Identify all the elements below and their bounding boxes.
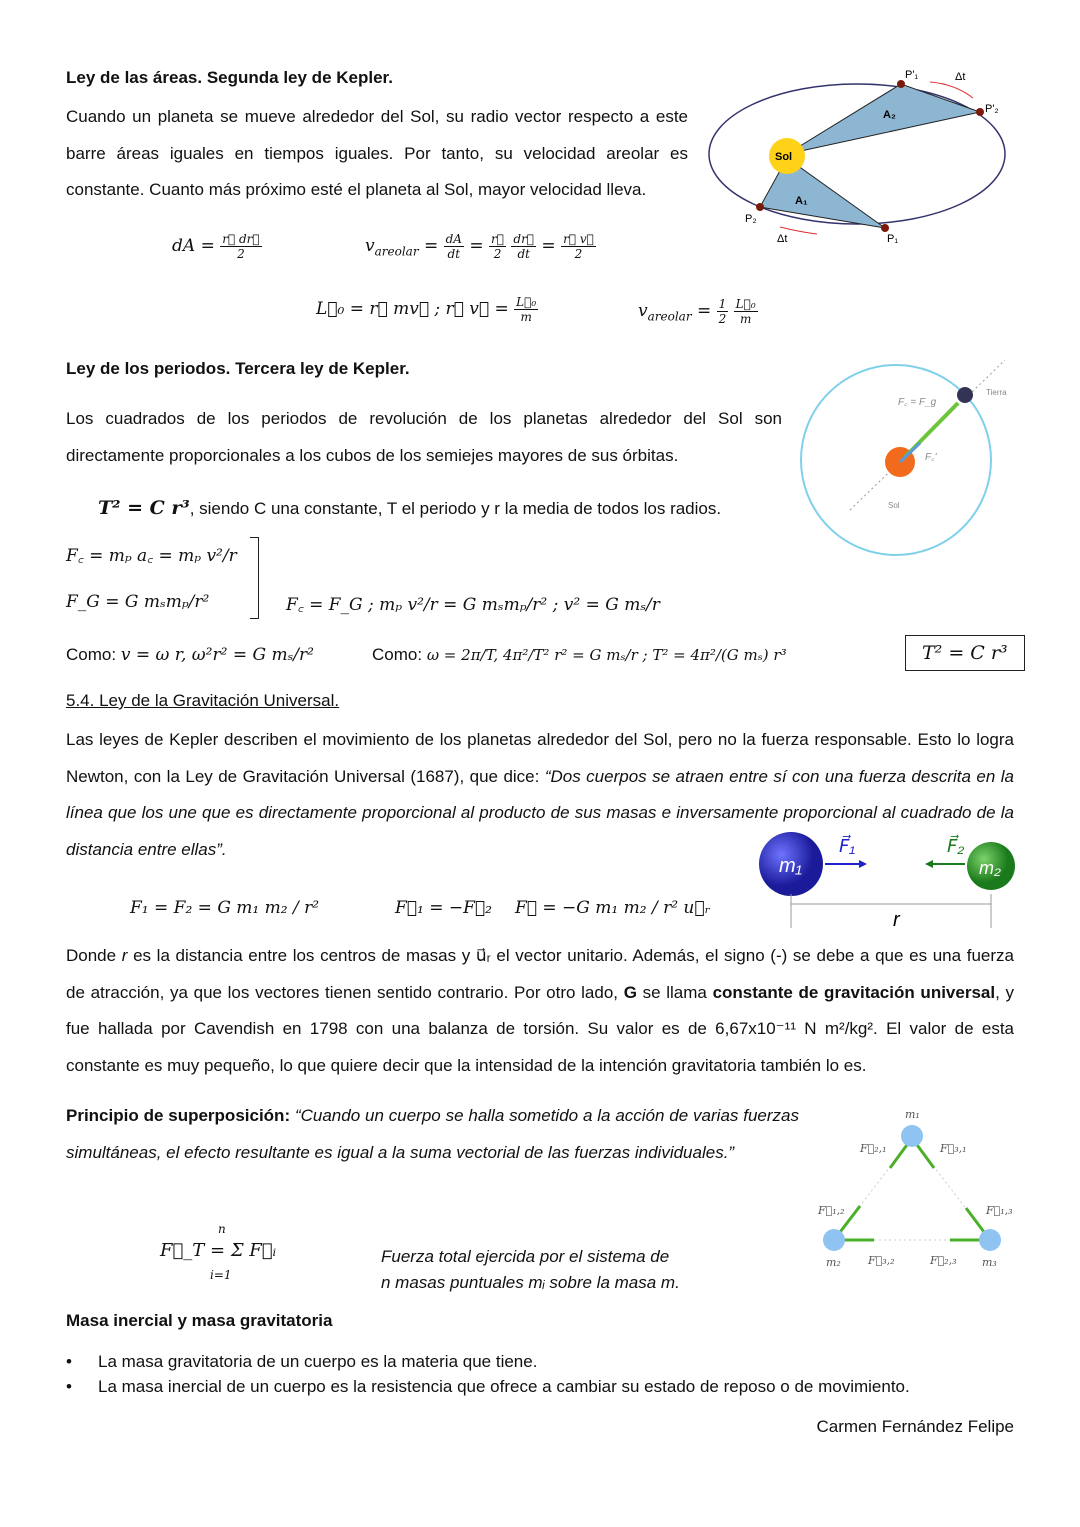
m1-label: m₁ — [905, 1108, 920, 1121]
como-line-2: Como: ω = 2π/T, 4π²/T² r² = G mₛ/r ; T² = 4π²/(G mₛ) r³ — [372, 645, 787, 664]
sun-label: Sol — [775, 151, 793, 163]
p-prime1-label: P'₁ — [905, 69, 919, 81]
formula-v-areolar: $v_{areolar}$ = $\frac{dA}{dt}$ = $\frac{r⃗}{2}$ $\frac{dr⃗}{dt}$ = $\frac{r⃗ v⃗}{2}$ — [365, 232, 594, 261]
f13-label: F⃗₁,₃ — [986, 1204, 1013, 1217]
formula-fg: F_G = G mₛmₚ/r² — [66, 592, 210, 612]
a1-label: A₁ — [795, 195, 808, 207]
kepler2-paragraph: Cuando un planeta se mueve alrededor del Sol, su radio vector respecto a este barre áreas iguales en tiempos iguales. Por tanto, su velocidad areolar es constante. Cuanto más próximo esté el planeta al Sol, mayor velocidad lleva. — [66, 107, 688, 199]
formula-total-force — [160, 1222, 277, 1282]
heading-kepler2: Ley de las áreas. Segunda ley de Kepler. — [66, 68, 393, 87]
total-force-formula: F⃗_T = Σ F⃗ᵢ — [160, 1240, 277, 1261]
mass-list — [0, 1349, 1040, 1399]
kepler3-paragraph: Los cuadrados de los periodos de revolución de los planetas alrededor del Sol son directamente proporcionales a los cubos de los semiejes mayores de sus órbitas. — [66, 409, 782, 465]
formula-action-reaction: F⃗₁ = −F⃗₂ — [395, 898, 492, 918]
superposition-paragraph: Principio de superposición: “Cuando un cuerpo se halla sometido a la acción de varias fuerzas simultáneas, el efecto resultante es igual a la suma vectorial de las fuerzas individuales.” — [66, 1106, 799, 1162]
p-prime2-label: P'₂ — [985, 103, 999, 115]
brace — [250, 537, 259, 619]
formula-dA: dA = $\frac{r⃗ dr⃗}{2}$ — [172, 232, 260, 261]
earth — [957, 387, 973, 403]
f12-label: F⃗₁,₂ — [818, 1204, 845, 1217]
m2-label: m₂ — [979, 858, 1001, 878]
list-item: • La masa inercial de un cuerpo es la resistencia que ofrece a cambiar su estado de reposo o de movimiento. — [0, 1374, 1040, 1399]
r-label: r — [893, 909, 900, 931]
kepler3-law-line — [98, 497, 721, 519]
formula-equality: F꜀ = F_G ; mₚ v²/r = G mₛmₚ/r² ; v² = G mₛ/r — [286, 595, 660, 615]
gravitation-constant-paragraph: Donde r es la distancia entre los centros de masas y u⃗ᵣ el vector unitario. Además, el signo (-) se debe a que es una fuerza de atracción, ya que los vectores tienen sentido contrario. Por otro lado, G se llama constante de gravitación universal, y fue hallada por Cavendish en 1798 con una balanza de torsión. Su valor es de 6,67x10⁻¹¹ N m²/kg². El valor de esta constante es muy pequeño, lo que quiere decir que la intensidad de la intención gravitatoria también lo es. — [66, 946, 1014, 1075]
list-item: • La masa gravitatoria de un cuerpo es la materia que tiene. — [0, 1349, 1040, 1374]
dt-label-bottom: Δt — [777, 233, 788, 245]
author: Carmen Fernández Felipe — [816, 1417, 1014, 1436]
m1-label: m₁ — [779, 855, 802, 877]
boxed-formula: T² = C r³ — [905, 635, 1025, 671]
p1-label: P₁ — [887, 233, 899, 245]
f21-label: F⃗₂,₁ — [860, 1142, 887, 1155]
formula-angular-momentum: L⃗₀ = r⃗ mv⃗ ; r⃗ v⃗ = $\frac{\text{L⃗₀}}{m}$ — [316, 295, 537, 324]
fc-label: F꜀' — [925, 452, 937, 463]
gravitation-paragraph: Las leyes de Kepler describen el movimiento de los planetas alrededor del Sol, pero no la fuerza responsable. Esto lo logra Newton, con la Ley de Gravitación Universal (1687), que dice: “Dos cuerpos se atraen entre sí con una fuerza descrita en la línea que los une que es directamente proporcional al producto de sus masas e inversamente proporcional al cuadrado de la distancia entre ellas”. — [66, 730, 1014, 859]
two-masses-diagram — [755, 828, 1020, 933]
a2-label: A₂ — [883, 109, 896, 121]
superposition-description: Fuerza total ejercida por el sistema de n masas puntuales mᵢ sobre la masa m. — [381, 1247, 680, 1292]
kepler-areas-diagram — [705, 62, 1025, 252]
force-label: F꜀ = F_g — [898, 397, 937, 408]
f32-label: F⃗₃,₂ — [868, 1254, 895, 1267]
m3-label: m₃ — [982, 1256, 997, 1269]
orbit-force-diagram — [800, 355, 1015, 560]
f31-label: F⃗₃,₁ — [940, 1142, 967, 1155]
m2-label: m₂ — [826, 1256, 841, 1269]
sum-lower-limit: i=1 — [210, 1268, 232, 1282]
law-formula: T² = C r³ — [98, 497, 190, 519]
earth-label: Tierra — [986, 388, 1007, 397]
heading-kepler3: Ley de los periodos. Tercera ley de Kepler. — [66, 359, 410, 378]
arrow-top — [930, 82, 973, 98]
sum-upper-limit: n — [218, 1222, 226, 1236]
formula-newton-magnitude: F₁ = F₂ = G m₁ m₂ / r² — [130, 898, 320, 918]
superposition-diagram — [810, 1100, 1025, 1275]
f23-label: F⃗₂,₃ — [930, 1254, 957, 1267]
como-line-1: Como: v = ω r, ω²r² = G mₛ/r² — [66, 645, 314, 665]
f1-label: F⃗₁ — [839, 836, 856, 856]
formula-fc: F꜀ = mₚ a꜀ = mₚ v²/r — [66, 546, 237, 566]
formula-v-areolar-L: $v_{areolar}$ = $\frac{1}{2}$ $\frac{\text{L⃗₀}}{m}$ — [638, 297, 756, 326]
dt-label-top: Δt — [955, 71, 966, 83]
sun-label: Sol — [888, 501, 900, 510]
law-text: , siendo C una constante, T el periodo y r la media de todos los radios. — [189, 499, 722, 518]
formula-newton-vector: F⃗ = −G m₁ m₂ / r² u⃗ᵣ — [515, 898, 711, 918]
p2-label: P₂ — [745, 213, 757, 225]
f2-label: F⃗₂ — [947, 836, 965, 856]
heading-mass: Masa inercial y masa gravitatoria — [66, 1311, 333, 1330]
heading-gravitation: 5.4. Ley de la Gravitación Universal. — [66, 691, 340, 710]
